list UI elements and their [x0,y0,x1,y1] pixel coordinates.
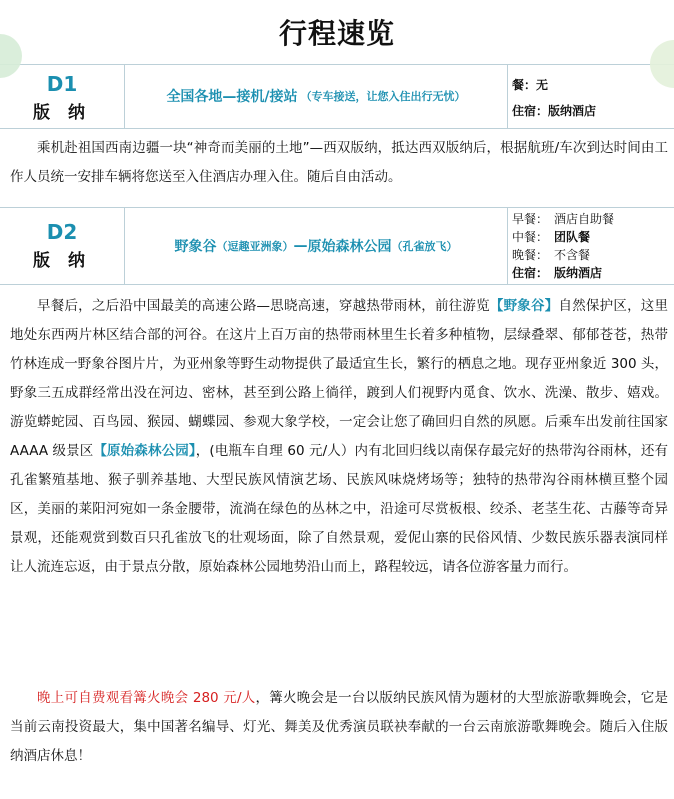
meal-line: 中餐： 团队餐 [512,230,591,244]
route-title [125,208,508,284]
route-separator: — [293,238,308,254]
day-label-box [0,208,125,284]
lodging-line: 住宿： 版纳酒店 [512,266,603,280]
route-title [125,64,508,128]
highlight-wild-elephant-valley: 【野象谷】 [489,298,559,314]
day-header-d2 [0,208,674,285]
highlight-primeval-forest-park: 【原始森林公园】 [93,443,196,459]
lodging-line: 住宿：版纳酒店 [512,104,597,118]
route-part-2: 原始森林公园 [307,239,392,255]
day-description-d1 [0,129,674,208]
day-number: D1 [46,72,78,96]
route-note-1: （逗趣亚洲象） [216,240,294,253]
meals-lodging [512,64,672,128]
day-label-box [0,64,125,128]
meal-line: 晚餐： 不含餐 [512,248,591,262]
meal-line: 早餐： 酒店自助餐 [512,212,615,226]
description-paragraph: 乘机赴祖国西南边疆一块“神奇而美丽的土地”—西双版纳，抵达西双版纳后，根据航班/车次到达时间由工作人员统一安排车辆将您送至入住酒店办理入住。随后自由活动。 [10,140,668,185]
day-city: 版 纳 [33,103,91,123]
optional-show-note: 晚上可自费观看篝火晚会 280 元/人 [37,690,256,706]
day-city: 版 纳 [33,251,91,271]
route-note-2: （孔雀放飞） [391,240,458,253]
meals-lodging [512,208,672,284]
day-number: D2 [46,220,78,244]
page-title: 行程速览 [278,17,395,50]
route-note: （专车接送，让您入住出行无忧） [300,90,466,103]
day-header-d1 [0,64,674,129]
meal-line: 餐：无 [512,78,549,92]
description-paragraph: 早餐后，之后沿中国最美的高速公路—思晓高速，穿越热带雨林，前往游览【野象谷】自然保护区，这里地处东西两片林区结合部的河谷。在这片上百万亩的热带雨林里生长着多种植物，层绿叠翠、郁郁苍苍，热带竹林连成一野象谷图片片，为亚州象等野生动物提供了最适宜生长，繁行的栖息之地。现存亚州象近 300 头，野象三五成群经常出没在河边、密林，甚至到公路上徜徉，踱到人们视野内觅食、饮水、洗澡、散步、嬉戏。游览蟒蛇园、百鸟园、猴园、蝴蝶园、参观大象学校，一定会让您了确回归自然的夙愿。后乘车出发前往国家 AAAA 级景区【原始森林公园】，(电瓶车自理 60 元/人）内有北回归线以南保存最完好的热带沟谷雨林，还有孔雀繁殖基地、猴子驯养基地、大型民族风情演艺场、民族风味烧烤场等；独特的热带沟谷雨林横亘整个园区，美丽的莱阳河宛如一条金腰带，流淌在绿色的丛林之中，沿途可尽赏板根、绞杀、老茎生花、古藤等奇异景观，还能观赏到数百只孔雀放飞的壮观场面，除了自然景观，爱伲山寨的民俗风情、少数民族乐器表演同样让人流连忘返，由于景点分散，原始森林公园地势沿山而上，路程较远，请各位游客量力而行。 [10,298,669,575]
title-bar [0,0,674,65]
evening-paragraph: 晚上可自费观看篝火晚会 280 元/人，篝火晚会是一台以版纳民族风情为题材的大型旅游歌舞晚会，它是当前云南投资最大，集中国著名编导、灯光、舞美及优秀演员联袂奉献的一台云南旅游歌舞晚会。随后入住版纳酒店休息！ [10,690,669,764]
route-main: 全国各地—接机/接站 [166,89,298,105]
route-part-1: 野象谷 [174,239,217,255]
